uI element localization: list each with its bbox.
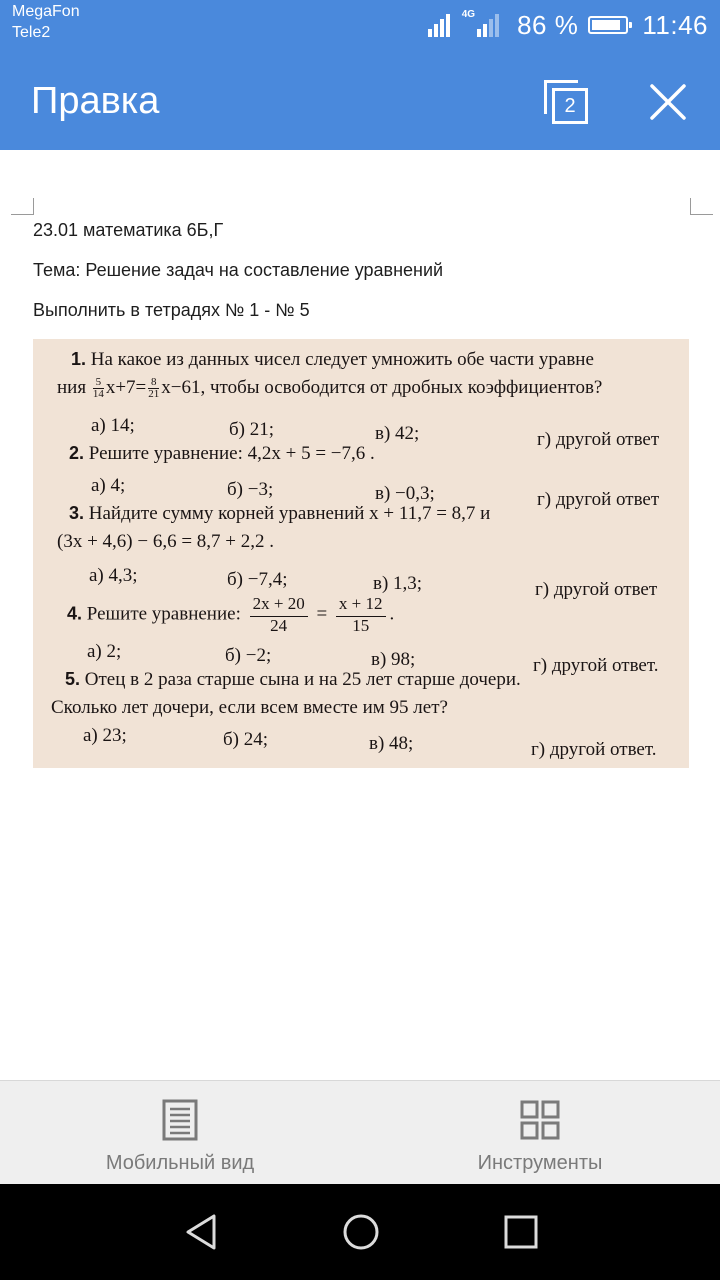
- q3-option-a: а) 4,3;: [89, 565, 138, 586]
- q5-option-d: г) другой ответ.: [531, 739, 657, 760]
- q4-number: 4.: [67, 603, 83, 624]
- q1-text: На какое из данных чисел следует умножить обе части уравне: [90, 349, 594, 370]
- q2-option-b: б) −3;: [227, 479, 274, 500]
- q5-text: Отец в 2 раза старше сына и на 25 лет старше дочери.: [84, 669, 521, 690]
- q3-text: Найдите сумму корней уравнений x + 11,7 = 8,7 и: [88, 503, 491, 524]
- close-button[interactable]: [646, 80, 690, 124]
- q2-text: Решите уравнение: 4,2x + 5 = −7,6 .: [88, 443, 375, 464]
- q5-number: 5.: [65, 669, 81, 689]
- home-circle-icon: [341, 1212, 381, 1252]
- q2-option-a: а) 4;: [91, 475, 126, 496]
- home-button[interactable]: [341, 1212, 381, 1252]
- tools-button[interactable]: [360, 1081, 720, 1185]
- carrier-secondary: Tele2: [12, 24, 51, 41]
- mobile-view-button[interactable]: [0, 1081, 360, 1185]
- doc-heading: 23.01 математика 6Б,Г: [33, 220, 224, 240]
- doc-assignment: Выполнить в тетрадях № 1 - № 5: [33, 300, 310, 320]
- q5-line2: Сколько лет дочери, если всем вместе им 95 лет?: [51, 697, 448, 718]
- clock: 11:46: [642, 9, 708, 40]
- q3-number: 3.: [69, 503, 85, 523]
- q1-suffix: x−61, чтобы освободится от дробных коэффициентов?: [161, 377, 603, 398]
- textbook-scan-image: [33, 339, 689, 768]
- q4-option-d: г) другой ответ.: [533, 655, 659, 676]
- status-bar: [0, 0, 720, 52]
- doc-topic: Тема: Решение задач на составление уравнений: [33, 260, 444, 280]
- bottom-toolbar: [0, 1080, 720, 1185]
- q2-number: 2.: [69, 443, 85, 463]
- q1-fraction-2: $\frac{8}{21}$: [148, 376, 160, 401]
- document-lines-icon: [160, 1099, 200, 1141]
- back-button[interactable]: [182, 1212, 222, 1252]
- q4-line: [67, 595, 394, 635]
- q4-option-b: б) −2;: [225, 645, 272, 666]
- q1-prefix: ния: [57, 377, 87, 398]
- q5-option-c: в) 48;: [369, 733, 414, 754]
- recents-square-icon: [501, 1212, 541, 1252]
- recents-button[interactable]: [501, 1212, 541, 1252]
- crop-mark: [11, 198, 34, 215]
- q4-option-a: а) 2;: [87, 641, 122, 662]
- q2-option-d: г) другой ответ: [537, 489, 660, 510]
- grid-icon: [520, 1099, 560, 1141]
- q3-line2: (3x + 4,6) − 6,6 = 8,7 + 2,2 .: [57, 531, 275, 552]
- q1-option-b: б) 21;: [229, 419, 275, 440]
- q1-option-c: в) 42;: [375, 423, 420, 444]
- page-count-button[interactable]: [544, 80, 592, 124]
- q3-option-d: г) другой ответ: [535, 579, 658, 600]
- q1-option-a: а) 14;: [91, 415, 135, 436]
- page-title: Правка: [31, 80, 160, 122]
- q3-option-c: в) 1,3;: [373, 573, 423, 594]
- q3-option-b: б) −7,4;: [227, 569, 288, 590]
- carrier-primary: MegaFon: [12, 3, 80, 20]
- document-view[interactable]: [0, 150, 720, 1080]
- q1-mid: x+7=: [105, 377, 147, 398]
- q4-text: Решите уравнение:: [86, 603, 241, 625]
- system-nav-bar: [0, 1184, 720, 1280]
- back-triangle-icon: [182, 1212, 222, 1252]
- q3-line1: [69, 503, 490, 525]
- battery-percent: 86 %: [517, 9, 579, 40]
- close-icon: [646, 80, 690, 124]
- q4-end: .: [389, 603, 395, 625]
- q5-option-b: б) 24;: [223, 729, 269, 750]
- network-type: 4G: [461, 9, 476, 20]
- q5-option-a: а) 23;: [83, 725, 127, 746]
- tools-label: Инструменты: [477, 1152, 603, 1174]
- q4-fraction-2: $\frac{x + 12}{15}$: [336, 595, 386, 635]
- page-count: 2: [552, 88, 588, 124]
- q1-fraction-1: $\frac{5}{14}$: [92, 376, 104, 401]
- q1-number: 1.: [71, 349, 87, 369]
- q1-line2: [57, 377, 602, 400]
- q4-equals: =: [316, 603, 328, 625]
- q1-line1: [71, 349, 594, 371]
- mobile-view-label: Мобильный вид: [105, 1152, 255, 1174]
- q1-option-d: г) другой ответ: [537, 429, 660, 450]
- q4-option-c: в) 98;: [371, 649, 416, 670]
- signal-icon-secondary: [477, 13, 501, 37]
- battery-icon: [588, 16, 628, 34]
- signal-icon: [428, 13, 452, 37]
- q2-line: [69, 443, 375, 465]
- q2-option-c: в) −0,3;: [375, 483, 435, 504]
- q5-line1: [65, 669, 521, 691]
- crop-mark: [690, 198, 713, 215]
- app-bar: [0, 52, 720, 150]
- q4-fraction-1: $\frac{2x + 20}{24}$: [250, 595, 308, 635]
